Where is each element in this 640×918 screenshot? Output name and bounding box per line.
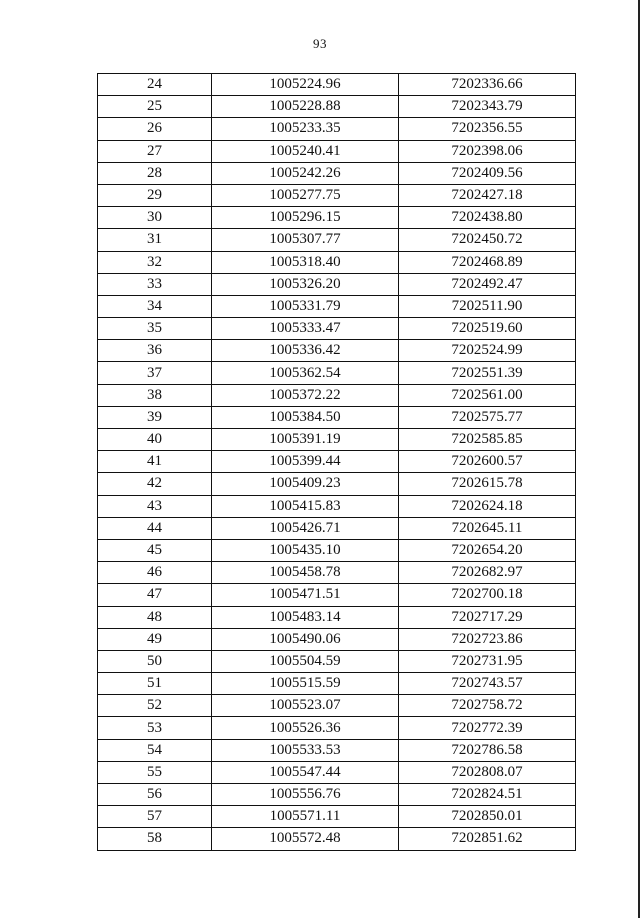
y-coordinate-cell: 7202824.51 <box>399 784 576 806</box>
point-number-cell: 36 <box>98 340 212 362</box>
point-number-cell: 35 <box>98 318 212 340</box>
table-row <box>98 406 576 428</box>
point-number-cell: 50 <box>98 650 212 672</box>
table-row <box>98 140 576 162</box>
point-number-cell: 30 <box>98 207 212 229</box>
y-coordinate-cell: 7202551.39 <box>399 362 576 384</box>
y-coordinate-cell: 7202511.90 <box>399 295 576 317</box>
page-number: 93 <box>313 36 327 51</box>
y-coordinate-cell: 7202624.18 <box>399 495 576 517</box>
y-coordinate-cell: 7202723.86 <box>399 628 576 650</box>
y-coordinate-cell: 7202356.55 <box>399 118 576 140</box>
y-coordinate-cell: 7202808.07 <box>399 761 576 783</box>
point-number-cell: 31 <box>98 229 212 251</box>
y-coordinate-cell: 7202561.00 <box>399 384 576 406</box>
table-row <box>98 429 576 451</box>
y-coordinate-cell: 7202468.89 <box>399 251 576 273</box>
table-row <box>98 295 576 317</box>
x-coordinate-cell: 1005233.35 <box>212 118 399 140</box>
table-row <box>98 495 576 517</box>
y-coordinate-cell: 7202743.57 <box>399 673 576 695</box>
table-row <box>98 362 576 384</box>
x-coordinate-cell: 1005571.11 <box>212 806 399 828</box>
table-row <box>98 451 576 473</box>
point-number-cell: 43 <box>98 495 212 517</box>
x-coordinate-cell: 1005547.44 <box>212 761 399 783</box>
y-coordinate-cell: 7202524.99 <box>399 340 576 362</box>
coordinates-table <box>97 73 576 851</box>
x-coordinate-cell: 1005504.59 <box>212 650 399 672</box>
point-number-cell: 34 <box>98 295 212 317</box>
point-number-cell: 49 <box>98 628 212 650</box>
x-coordinate-cell: 1005326.20 <box>212 273 399 295</box>
point-number-cell: 58 <box>98 828 212 850</box>
table-row <box>98 539 576 561</box>
table-row <box>98 806 576 828</box>
point-number-cell: 54 <box>98 739 212 761</box>
y-coordinate-cell: 7202519.60 <box>399 318 576 340</box>
table-row <box>98 828 576 850</box>
x-coordinate-cell: 1005556.76 <box>212 784 399 806</box>
point-number-cell: 42 <box>98 473 212 495</box>
y-coordinate-cell: 7202427.18 <box>399 184 576 206</box>
point-number-cell: 39 <box>98 406 212 428</box>
y-coordinate-cell: 7202850.01 <box>399 806 576 828</box>
table-row <box>98 74 576 96</box>
table-row <box>98 340 576 362</box>
y-coordinate-cell: 7202575.77 <box>399 406 576 428</box>
x-coordinate-cell: 1005362.54 <box>212 362 399 384</box>
table-row <box>98 184 576 206</box>
x-coordinate-cell: 1005523.07 <box>212 695 399 717</box>
point-number-cell: 38 <box>98 384 212 406</box>
point-number-cell: 29 <box>98 184 212 206</box>
table-row <box>98 650 576 672</box>
point-number-cell: 55 <box>98 761 212 783</box>
y-coordinate-cell: 7202398.06 <box>399 140 576 162</box>
x-coordinate-cell: 1005242.26 <box>212 162 399 184</box>
y-coordinate-cell: 7202717.29 <box>399 606 576 628</box>
y-coordinate-cell: 7202492.47 <box>399 273 576 295</box>
point-number-cell: 41 <box>98 451 212 473</box>
table-row <box>98 784 576 806</box>
point-number-cell: 57 <box>98 806 212 828</box>
y-coordinate-cell: 7202682.97 <box>399 562 576 584</box>
table-row <box>98 695 576 717</box>
y-coordinate-cell: 7202615.78 <box>399 473 576 495</box>
point-number-cell: 44 <box>98 517 212 539</box>
table-row <box>98 473 576 495</box>
point-number-cell: 25 <box>98 96 212 118</box>
point-number-cell: 56 <box>98 784 212 806</box>
x-coordinate-cell: 1005399.44 <box>212 451 399 473</box>
point-number-cell: 33 <box>98 273 212 295</box>
x-coordinate-cell: 1005333.47 <box>212 318 399 340</box>
y-coordinate-cell: 7202450.72 <box>399 229 576 251</box>
x-coordinate-cell: 1005533.53 <box>212 739 399 761</box>
y-coordinate-cell: 7202772.39 <box>399 717 576 739</box>
x-coordinate-cell: 1005409.23 <box>212 473 399 495</box>
table-row <box>98 251 576 273</box>
table-row <box>98 761 576 783</box>
x-coordinate-cell: 1005526.36 <box>212 717 399 739</box>
point-number-cell: 27 <box>98 140 212 162</box>
point-number-cell: 51 <box>98 673 212 695</box>
table-row <box>98 207 576 229</box>
table-row <box>98 606 576 628</box>
x-coordinate-cell: 1005572.48 <box>212 828 399 850</box>
point-number-cell: 40 <box>98 429 212 451</box>
x-coordinate-cell: 1005483.14 <box>212 606 399 628</box>
x-coordinate-cell: 1005391.19 <box>212 429 399 451</box>
table-row <box>98 273 576 295</box>
x-coordinate-cell: 1005435.10 <box>212 539 399 561</box>
x-coordinate-cell: 1005490.06 <box>212 628 399 650</box>
table-row <box>98 96 576 118</box>
x-coordinate-cell: 1005471.51 <box>212 584 399 606</box>
x-coordinate-cell: 1005307.77 <box>212 229 399 251</box>
point-number-cell: 53 <box>98 717 212 739</box>
x-coordinate-cell: 1005426.71 <box>212 517 399 539</box>
x-coordinate-cell: 1005458.78 <box>212 562 399 584</box>
point-number-cell: 24 <box>98 74 212 96</box>
table-row <box>98 118 576 140</box>
point-number-cell: 32 <box>98 251 212 273</box>
point-number-cell: 48 <box>98 606 212 628</box>
y-coordinate-cell: 7202438.80 <box>399 207 576 229</box>
x-coordinate-cell: 1005240.41 <box>212 140 399 162</box>
x-coordinate-cell: 1005224.96 <box>212 74 399 96</box>
y-coordinate-cell: 7202585.85 <box>399 429 576 451</box>
point-number-cell: 37 <box>98 362 212 384</box>
table-row <box>98 229 576 251</box>
table-row <box>98 562 576 584</box>
y-coordinate-cell: 7202336.66 <box>399 74 576 96</box>
x-coordinate-cell: 1005296.15 <box>212 207 399 229</box>
y-coordinate-cell: 7202758.72 <box>399 695 576 717</box>
x-coordinate-cell: 1005228.88 <box>212 96 399 118</box>
point-number-cell: 52 <box>98 695 212 717</box>
y-coordinate-cell: 7202645.11 <box>399 517 576 539</box>
x-coordinate-cell: 1005277.75 <box>212 184 399 206</box>
table-row <box>98 318 576 340</box>
x-coordinate-cell: 1005372.22 <box>212 384 399 406</box>
table-row <box>98 584 576 606</box>
y-coordinate-cell: 7202600.57 <box>399 451 576 473</box>
x-coordinate-cell: 1005318.40 <box>212 251 399 273</box>
table-row <box>98 384 576 406</box>
point-number-cell: 47 <box>98 584 212 606</box>
table-row <box>98 162 576 184</box>
table-row <box>98 739 576 761</box>
y-coordinate-cell: 7202851.62 <box>399 828 576 850</box>
point-number-cell: 28 <box>98 162 212 184</box>
y-coordinate-cell: 7202731.95 <box>399 650 576 672</box>
point-number-cell: 45 <box>98 539 212 561</box>
x-coordinate-cell: 1005384.50 <box>212 406 399 428</box>
table-row <box>98 717 576 739</box>
y-coordinate-cell: 7202409.56 <box>399 162 576 184</box>
y-coordinate-cell: 7202700.18 <box>399 584 576 606</box>
table-row <box>98 673 576 695</box>
table-row <box>98 517 576 539</box>
coordinates-table-body <box>98 74 576 851</box>
y-coordinate-cell: 7202786.58 <box>399 739 576 761</box>
y-coordinate-cell: 7202654.20 <box>399 539 576 561</box>
x-coordinate-cell: 1005515.59 <box>212 673 399 695</box>
y-coordinate-cell: 7202343.79 <box>399 96 576 118</box>
x-coordinate-cell: 1005415.83 <box>212 495 399 517</box>
x-coordinate-cell: 1005331.79 <box>212 295 399 317</box>
point-number-cell: 46 <box>98 562 212 584</box>
point-number-cell: 26 <box>98 118 212 140</box>
x-coordinate-cell: 1005336.42 <box>212 340 399 362</box>
table-row <box>98 628 576 650</box>
